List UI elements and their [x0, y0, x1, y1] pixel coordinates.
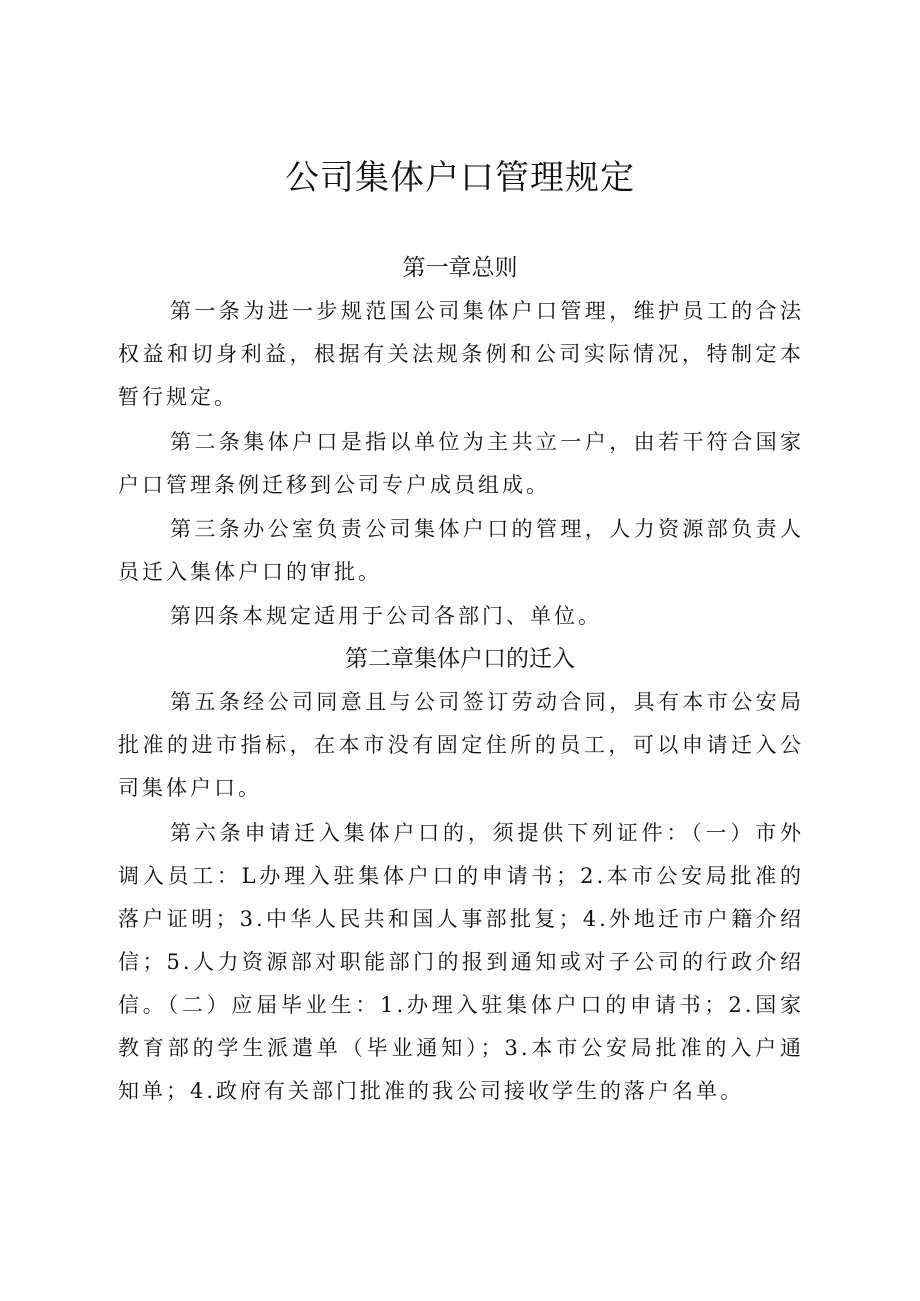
document-title: 公司集体户口管理规定	[285, 158, 635, 198]
article-2: 第二条集体户口是指以单位为主共立一户，由若干符合国家户口管理条例迁移到公司专户成员组成。	[118, 430, 804, 497]
chapter-1-heading: 第一章总则	[402, 255, 518, 281]
article-3: 第三条办公室负责公司集体户口的管理，人力资源部负责人员迁入集体户口的审批。	[118, 517, 804, 584]
chapter-2-heading: 第二章集体户口的迁入	[345, 646, 575, 672]
article-5: 第五条经公司同意且与公司签订劳动合同，具有本市公安局批准的进市指标，在本市没有固定住所的员工，可以申请迁入公司集体户口。	[118, 690, 804, 800]
article-6: 第六条申请迁入集体户口的，须提供下列证件：（一）市外调入员工：L办理入驻集体户口的申请书；2.本市公安局批准的落户证明；3.中华人民共和国人事部批复；4.外地迁市户籍介绍信；5.人力资源部对职能部门的报到通知或对子公司的行政介绍信。（二）应届毕业生：1.办理入驻集体户口的申请书；2.国家教育部的学生派遣单（毕业通知）；3.本市公安局批准的入户通知单；4.政府有关部门批准的我公司接收学生的落户名单。	[118, 821, 804, 1103]
article-4: 第四条本规定适用于公司各部门、单位。	[170, 604, 602, 628]
article-1: 第一条为进一步规范国公司集体户口管理，维护员工的合法权益和切身利益，根据有关法规条例和公司实际情况，特制定本暂行规定。	[118, 299, 804, 409]
